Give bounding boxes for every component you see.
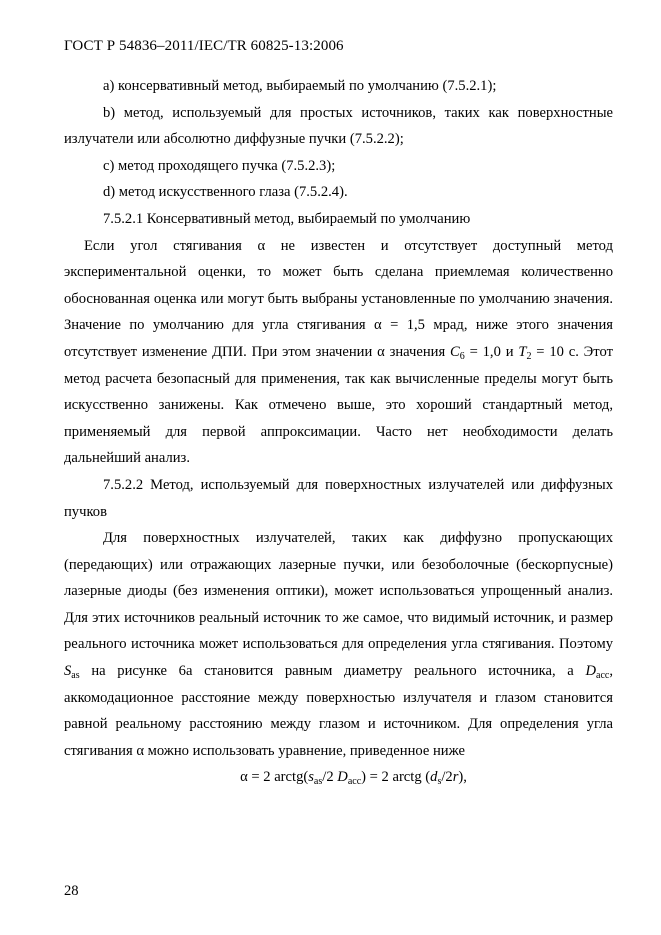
subscript: acc — [347, 776, 362, 788]
formula-text: ), — [458, 769, 467, 786]
variable-c: C — [450, 343, 460, 360]
formula-text: /2 — [322, 769, 338, 786]
paragraph-text: = 10 с. Этот метод расчета безопасный для применения, так как вычисленные пределы могут быть искусственно занижены. Как отмечено выше, это хороший стандартный метод, применяемый для первой аппроксимации. Часто нет необходимости делать дальнейший анализ. — [64, 343, 613, 467]
page-number: 28 — [64, 883, 79, 899]
document-header: ГОСТ Р 54836–2011/IEC/TR 60825-13:2006 — [64, 38, 344, 54]
formula-text: ) = 2 arctg ( — [361, 769, 431, 786]
subscript: 2 — [526, 350, 532, 362]
paragraph-text: , аккомодационное расстояние между поверхностью излучателя и глазом становится равной реальному расстоянию между глазом и источником. Для определения угла стягивания α можно использовать уравнение, приведенное ниже — [64, 663, 613, 759]
formula-text: /2 — [441, 769, 453, 786]
section-paragraph-7-5-2-1 — [64, 233, 613, 472]
section-heading-7-5-2-1: 7.5.2.1 Консервативный метод, выбираемый по умолчанию — [103, 210, 471, 227]
variable-s: s — [308, 769, 314, 786]
page-body — [64, 73, 613, 791]
variable-d: D — [337, 769, 348, 786]
subscript: as — [71, 670, 80, 682]
variable-t: T — [518, 343, 527, 360]
subscript: 6 — [459, 350, 465, 362]
variable-d: D — [585, 663, 597, 680]
paragraph-text: Если угол стягивания α не известен и отсутствует доступный метод экспериментальной оценки, то может быть сделана приемлемая количественно обоснованная оценка или могут быть выбраны установленные по умолчанию значения. Значение по умолчанию для угла стягивания α = 1,5 мрад, ниже этого значения отсутствует изменение ДПИ. При этом значении α значения — [64, 237, 613, 360]
subscript: as — [313, 776, 323, 788]
paragraph-text: = 1,0 и — [464, 343, 519, 360]
paragraph-text: на рисунке 6а становится равным диаметру реального источника, а — [79, 663, 586, 680]
formula — [64, 764, 613, 791]
variable-s: S — [64, 663, 72, 680]
paragraph-text: Для поверхностных излучателей, таких как диффузно пропускающих (передающих) или отражающих лазерные пучки, или безоболочные (бескорпусные) лазерные диоды (без изменения оптики), может использоваться упрощенный анализ. Для этих источников реальный источник то же самое, что видимый источник, и размер реального источника может использоваться для определения угла стягивания. Поэтому — [64, 530, 613, 653]
variable-d: d — [430, 769, 438, 786]
section-heading-7-5-2-2: 7.5.2.2 Метод, используемый для поверхностных излучателей или диффузных пучков — [64, 476, 613, 520]
list-item-c: c) метод проходящего пучка (7.5.2.3); — [103, 157, 336, 174]
subscript: acc — [596, 670, 610, 682]
list-item-a: a) консервативный метод, выбираемый по умолчанию (7.5.2.1); — [103, 78, 497, 94]
variable-r: r — [452, 769, 459, 786]
formula-text: α = 2 arctg( — [240, 769, 309, 786]
section-paragraph-7-5-2-2 — [64, 525, 613, 764]
list-item-d: d) метод искусственного глаза (7.5.2.4). — [103, 184, 348, 201]
list-item-b: b) метод, используемый для простых источников, таких как поверхностные излучатели или абсолютно диффузные пучки (7.5.2.2); — [64, 104, 613, 148]
subscript: s — [437, 776, 442, 788]
